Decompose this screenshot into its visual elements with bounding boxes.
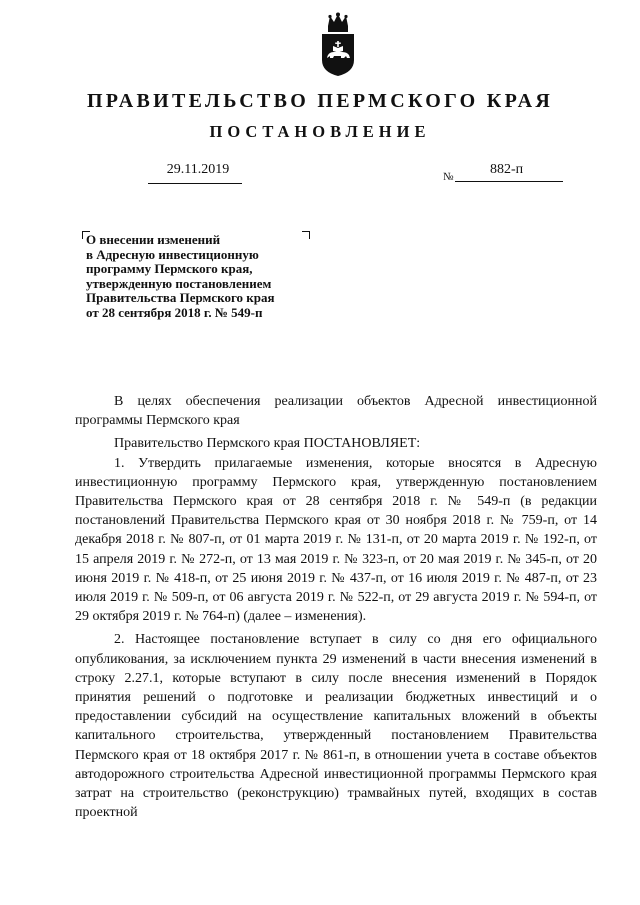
document-number: 882-п [490,162,524,177]
document-body [75,392,597,822]
resolution-paragraph: Правительство Пермского края ПОСТАНОВЛЯЕТ: [114,436,421,452]
intro-paragraph: В целях обеспечения реализации объектов Адресной инвестиционной программы Пермского края [75,394,597,429]
point-2-paragraph: 2. Настоящее постановление вступает в силу со дня его официального опубликования, за исключением пункта 29 изменений в части внесения изменений в строку 2.27.1, которые вступают в силу после внесения изменений в Порядок принятия решений о подготовке и реализации бюджетных инвестиций и о предоставлении субсидий на осуществление капитальных вложений в объекты капитального строительства, утвержденный постановлением Правительства Пермского края от 18 октября 2017 г. № 861-п, в отношении учета в составе объектов автодорожного строительства Адресной инвестиционной программы Пермского края затрат на строительство (реконструкцию) трамвайных путей, входящих в состав проектной [75,632,597,821]
perm-krai-coat-of-arms-icon [316,12,360,78]
document-type: ПОСТАНОВЛЕНИЕ [209,122,431,141]
number-sign: № [443,171,454,183]
subject-line: от 28 сентября 2018 г. № 549-п [86,304,263,320]
document-subject [86,233,326,321]
subject-line: О внесении изменений [86,232,221,247]
government-title: ПРАВИТЕЛЬСТВО ПЕРМСКОГО КРАЯ [86,90,554,112]
subject-line: в Адресную инвестиционную [86,246,259,262]
subject-line: программу Пермского края, [86,261,253,277]
point-1-paragraph: 1. Утвердить прилагаемые изменения, которые вносятся в Адресную инвестиционную программу Пермского края, утвержденную постановлением Правительства Пермского края от 28 сентября 2018 г. № 549-п (в редакции постановлений Правительства Пермского края от 30 ноября 2018 г. № 759-п, от 14 декабря 2018 г. № 807-п, от 01 марта 2019 г. № 131-п, от 20 марта 2019 г. № 192-п, от 15 апреля 2019 г. № 272-п, от 13 мая 2019 г. № 323-п, от 20 мая 2019 г. № 345-п, от 20 июня 2019 г. № 418-п, от 25 июня 2019 г. № 437-п, от 16 июля 2019 г. № 487-п, от 23 июля 2019 г. № 509-п, от 06 августа 2019 г. № 522-п, от 29 августа 2019 г. № 594-п, от 29 октября 2019 г. № 764-п) (далее – изменения). [75,455,597,625]
subject-line: утвержденную постановлением [86,275,272,291]
document-date: 29.11.2019 [166,162,230,177]
date-underline [148,183,242,184]
subject-line: Правительства Пермского края [86,290,275,306]
number-underline [455,181,563,182]
